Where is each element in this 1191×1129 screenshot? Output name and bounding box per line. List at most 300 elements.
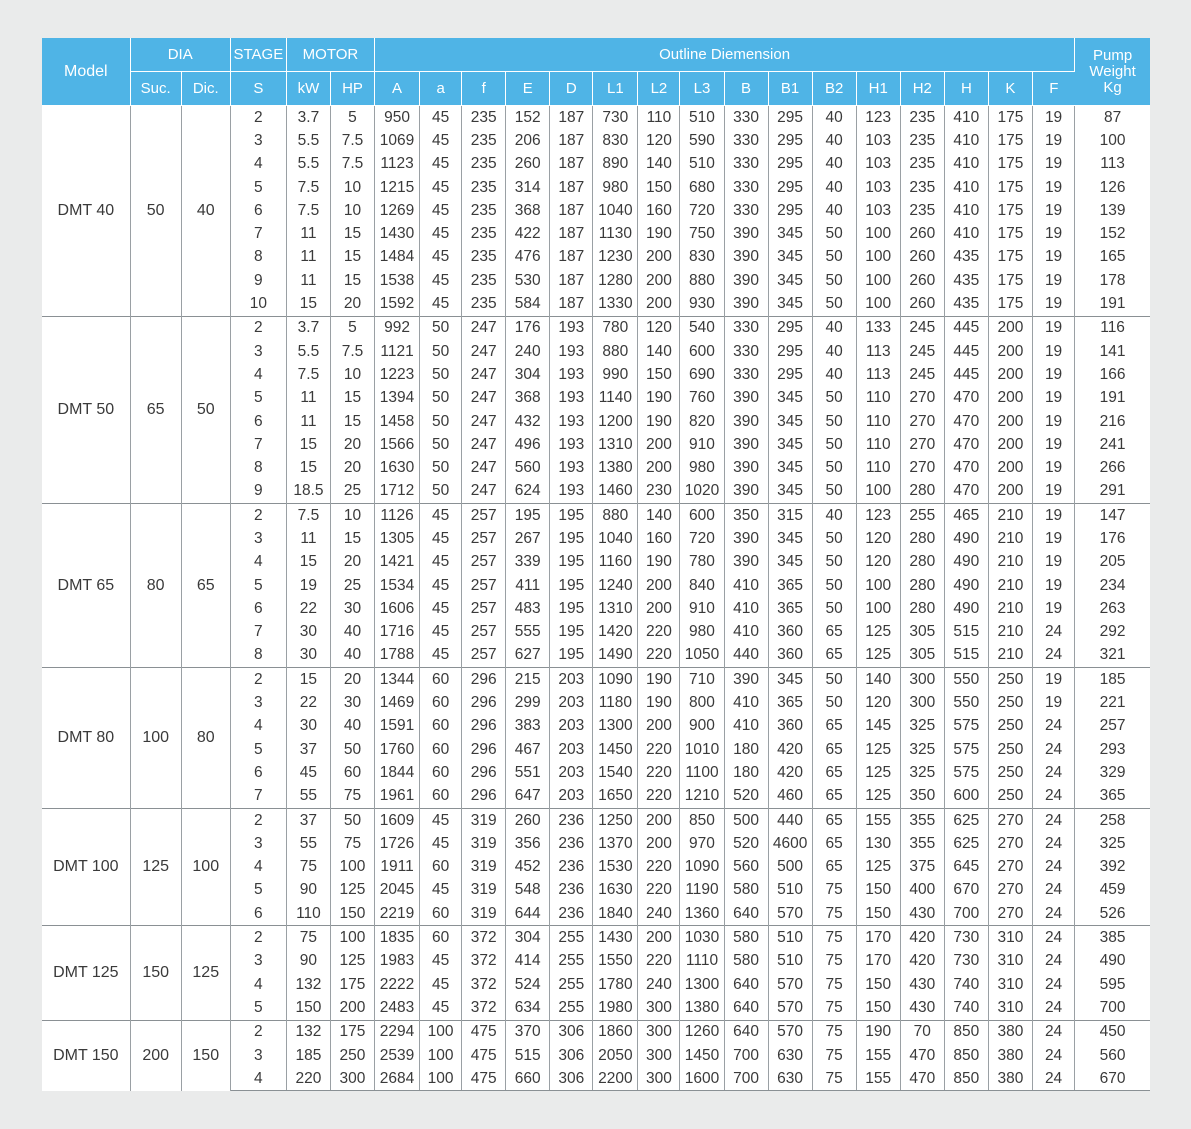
table-cell: 19 bbox=[1032, 316, 1074, 340]
table-cell: 45 bbox=[420, 621, 462, 644]
table-cell: 1310 bbox=[593, 433, 638, 456]
table-cell: 10 bbox=[330, 363, 374, 386]
table-cell: 1450 bbox=[593, 738, 638, 761]
table-cell: 55 bbox=[286, 832, 330, 855]
table-cell: 1980 bbox=[593, 996, 638, 1020]
table-cell: 65 bbox=[812, 644, 856, 668]
dim-header: B1 bbox=[768, 72, 812, 106]
table-cell: 270 bbox=[900, 433, 944, 456]
table-cell: 420 bbox=[768, 761, 812, 784]
table-cell: 435 bbox=[944, 269, 988, 292]
table-cell: 25 bbox=[330, 574, 374, 597]
table-cell: 1180 bbox=[593, 691, 638, 714]
table-cell: 296 bbox=[462, 715, 506, 738]
table-cell: 24 bbox=[1032, 832, 1074, 855]
table-cell: 1780 bbox=[593, 973, 638, 996]
table-cell: 50 bbox=[420, 410, 462, 433]
table-cell: 440 bbox=[768, 808, 812, 832]
table-cell: 720 bbox=[680, 199, 724, 222]
table-cell: 19 bbox=[1032, 340, 1074, 363]
table-cell: 2483 bbox=[375, 996, 420, 1020]
table-cell: 9 bbox=[230, 269, 286, 292]
table-cell: 4 bbox=[230, 856, 286, 879]
table-cell: 1330 bbox=[593, 292, 638, 316]
table-cell: 50 bbox=[812, 269, 856, 292]
table-cell: 345 bbox=[768, 433, 812, 456]
table-cell: 150 bbox=[286, 996, 330, 1020]
table-cell: 60 bbox=[420, 856, 462, 879]
table-cell: 60 bbox=[420, 668, 462, 692]
table-cell: 203 bbox=[550, 715, 593, 738]
table-cell: 475 bbox=[462, 1044, 506, 1067]
table-cell: 660 bbox=[506, 1067, 550, 1091]
table-cell: 400 bbox=[900, 879, 944, 902]
table-cell: 4 bbox=[230, 363, 286, 386]
table-cell: 7.5 bbox=[286, 199, 330, 222]
table-cell: 141 bbox=[1099, 342, 1126, 360]
table-cell: 1469 bbox=[375, 691, 420, 714]
model-cell: DMT 40 bbox=[42, 106, 130, 317]
table-cell: 235 bbox=[900, 176, 944, 199]
table-cell: 7 bbox=[230, 785, 286, 809]
table-cell: 19 bbox=[1032, 668, 1074, 692]
table-cell: 383 bbox=[506, 715, 550, 738]
table-cell: 45 bbox=[420, 574, 462, 597]
table-cell: 640 bbox=[724, 973, 768, 996]
table-cell: 450 bbox=[1075, 1020, 1150, 1044]
table-cell: 410 bbox=[944, 176, 988, 199]
table-cell: 195 bbox=[550, 551, 593, 574]
table-cell: 120 bbox=[856, 551, 900, 574]
table-cell: 50 bbox=[420, 456, 462, 479]
table-cell: 166 bbox=[1099, 365, 1126, 383]
table-cell: 1592 bbox=[375, 292, 420, 316]
table-cell: 360 bbox=[768, 644, 812, 668]
table-cell: 420 bbox=[768, 738, 812, 761]
table-cell: 380 bbox=[988, 1067, 1032, 1091]
table-cell: 125 bbox=[330, 879, 374, 902]
table-cell: 1069 bbox=[375, 129, 420, 152]
table-body bbox=[42, 106, 1150, 1091]
table-cell: 372 bbox=[462, 996, 506, 1020]
table-cell: 1310 bbox=[593, 597, 638, 620]
table-cell: 20 bbox=[330, 292, 374, 316]
table-cell: 1360 bbox=[680, 902, 724, 926]
table-cell: 432 bbox=[506, 410, 550, 433]
table-cell: 65 bbox=[812, 832, 856, 855]
table-cell: 15 bbox=[286, 292, 330, 316]
table-cell: 235 bbox=[462, 269, 506, 292]
table-cell: 345 bbox=[768, 387, 812, 410]
table-cell: 296 bbox=[462, 785, 506, 809]
table-cell: 1609 bbox=[375, 808, 420, 832]
motor-header: MOTOR bbox=[286, 38, 374, 72]
table-cell: 410 bbox=[724, 715, 768, 738]
table-cell: 150 bbox=[856, 973, 900, 996]
table-cell: 15 bbox=[330, 222, 374, 245]
table-cell: 50 bbox=[420, 316, 462, 340]
table-header bbox=[42, 38, 1150, 106]
table-cell: 203 bbox=[550, 761, 593, 784]
table-cell: 210 bbox=[988, 644, 1032, 668]
table-cell: 203 bbox=[550, 738, 593, 761]
table-cell: 75 bbox=[812, 926, 856, 950]
table-cell: 200 bbox=[330, 996, 374, 1020]
table-cell: 390 bbox=[724, 527, 768, 550]
table-cell: 470 bbox=[944, 456, 988, 479]
table-cell: 950 bbox=[375, 106, 420, 130]
table-cell: 24 bbox=[1032, 738, 1074, 761]
table-cell: 50 bbox=[812, 480, 856, 504]
table-cell: 880 bbox=[593, 504, 638, 528]
table-cell: 30 bbox=[286, 621, 330, 644]
table-cell: 2 bbox=[230, 316, 286, 340]
table-cell: 1600 bbox=[680, 1067, 724, 1091]
table-cell: 19 bbox=[1032, 691, 1074, 714]
table-cell: 10 bbox=[330, 504, 374, 528]
table-cell: 890 bbox=[593, 153, 638, 176]
table-cell: 1835 bbox=[375, 926, 420, 950]
table-cell: 19 bbox=[286, 574, 330, 597]
table-cell: 595 bbox=[1099, 975, 1126, 993]
table-cell: 70 bbox=[900, 1020, 944, 1044]
table-cell: 176 bbox=[1099, 529, 1126, 547]
table-cell: 452 bbox=[506, 856, 550, 879]
table-cell: 730 bbox=[593, 106, 638, 130]
table-cell: 200 bbox=[988, 410, 1032, 433]
table-cell: 250 bbox=[988, 691, 1032, 714]
table-cell: 195 bbox=[550, 504, 593, 528]
table-cell: 980 bbox=[680, 456, 724, 479]
table-cell: 330 bbox=[724, 153, 768, 176]
table-cell: 910 bbox=[680, 433, 724, 456]
table-cell: 1010 bbox=[680, 738, 724, 761]
table-cell: 319 bbox=[462, 808, 506, 832]
table-cell: 6 bbox=[230, 902, 286, 926]
table-cell: 647 bbox=[506, 785, 550, 809]
table-cell: 75 bbox=[812, 973, 856, 996]
table-cell: 630 bbox=[768, 1044, 812, 1067]
table-cell: 15 bbox=[286, 551, 330, 574]
table-cell: 1430 bbox=[593, 926, 638, 950]
table-cell: 483 bbox=[506, 597, 550, 620]
table-cell: 40 bbox=[812, 153, 856, 176]
table-cell: 570 bbox=[768, 996, 812, 1020]
table-cell: 1606 bbox=[375, 597, 420, 620]
table-cell: 195 bbox=[550, 574, 593, 597]
table-cell: 247 bbox=[462, 387, 506, 410]
table-cell: 240 bbox=[638, 902, 680, 926]
table-cell: 175 bbox=[330, 973, 374, 996]
table-cell: 634 bbox=[506, 996, 550, 1020]
table-cell: 191 bbox=[1099, 295, 1126, 313]
table-cell: 7.5 bbox=[286, 363, 330, 386]
table-cell: 203 bbox=[550, 668, 593, 692]
table-cell: 20 bbox=[330, 551, 374, 574]
table-cell: 410 bbox=[724, 597, 768, 620]
table-cell: 526 bbox=[1099, 904, 1126, 922]
table-cell: 45 bbox=[420, 973, 462, 996]
table-cell: 345 bbox=[768, 527, 812, 550]
table-cell: 325 bbox=[1099, 834, 1126, 852]
table-cell: 175 bbox=[988, 106, 1032, 130]
table-cell: 475 bbox=[462, 1020, 506, 1044]
table-cell: 270 bbox=[900, 410, 944, 433]
table-cell: 90 bbox=[286, 879, 330, 902]
table-cell: 1269 bbox=[375, 199, 420, 222]
table-cell: 176 bbox=[506, 316, 550, 340]
weight-header-line: Pump bbox=[1092, 46, 1133, 64]
table-cell: 257 bbox=[462, 644, 506, 668]
table-cell: 11 bbox=[286, 222, 330, 245]
table-cell: 40 bbox=[812, 129, 856, 152]
table-cell: 40 bbox=[812, 340, 856, 363]
table-cell: 710 bbox=[680, 668, 724, 692]
table-cell: 460 bbox=[768, 785, 812, 809]
dim-header: H2 bbox=[900, 72, 944, 106]
table-cell: 445 bbox=[944, 363, 988, 386]
model-cell: DMT 125 bbox=[42, 926, 130, 1020]
table-cell: 103 bbox=[856, 176, 900, 199]
table-cell: 19 bbox=[1032, 246, 1074, 269]
dic-cell: 40 bbox=[181, 106, 230, 317]
table-cell: 45 bbox=[420, 879, 462, 902]
table-cell: 490 bbox=[944, 597, 988, 620]
table-cell: 1484 bbox=[375, 246, 420, 269]
table-cell: 100 bbox=[856, 222, 900, 245]
table-cell: 700 bbox=[724, 1067, 768, 1091]
table-cell: 247 bbox=[462, 363, 506, 386]
suc-cell: 150 bbox=[130, 926, 181, 1020]
table-cell: 1540 bbox=[593, 761, 638, 784]
table-cell: 60 bbox=[420, 738, 462, 761]
table-cell: 325 bbox=[900, 738, 944, 761]
table-cell: 555 bbox=[506, 621, 550, 644]
table-cell: 319 bbox=[462, 902, 506, 926]
table-cell: 75 bbox=[812, 1044, 856, 1067]
table-cell: 720 bbox=[680, 527, 724, 550]
model-cell: DMT 150 bbox=[42, 1020, 130, 1091]
table-cell: 330 bbox=[724, 129, 768, 152]
table-cell: 103 bbox=[856, 199, 900, 222]
table-cell: 215 bbox=[506, 668, 550, 692]
table-cell: 150 bbox=[638, 176, 680, 199]
table-cell: 260 bbox=[506, 153, 550, 176]
table-cell: 414 bbox=[506, 950, 550, 973]
table-cell: 270 bbox=[988, 902, 1032, 926]
table-cell: 780 bbox=[680, 551, 724, 574]
table-cell: 120 bbox=[856, 691, 900, 714]
table-cell: 132 bbox=[286, 1020, 330, 1044]
table-cell: 50 bbox=[812, 597, 856, 620]
outline-header: Outline Diemension bbox=[375, 38, 1075, 72]
table-cell: 580 bbox=[724, 950, 768, 973]
table-cell: 220 bbox=[638, 761, 680, 784]
table-cell: 195 bbox=[550, 597, 593, 620]
table-cell: 40 bbox=[812, 176, 856, 199]
table-cell: 40 bbox=[330, 715, 374, 738]
table-cell: 510 bbox=[680, 153, 724, 176]
table-cell: 100 bbox=[420, 1020, 462, 1044]
table-cell: 8 bbox=[230, 644, 286, 668]
table-cell: 221 bbox=[1099, 694, 1126, 712]
table-cell: 250 bbox=[988, 761, 1032, 784]
table-cell: 235 bbox=[462, 222, 506, 245]
table-cell: 45 bbox=[420, 246, 462, 269]
table-cell: 247 bbox=[462, 480, 506, 504]
table-cell: 200 bbox=[638, 597, 680, 620]
table-cell: 2539 bbox=[375, 1044, 420, 1067]
table-cell: 235 bbox=[462, 199, 506, 222]
table-cell: 2219 bbox=[375, 902, 420, 926]
table-cell: 380 bbox=[988, 1044, 1032, 1067]
table-cell: 350 bbox=[900, 785, 944, 809]
table-cell: 187 bbox=[550, 176, 593, 199]
table-cell: 530 bbox=[506, 269, 550, 292]
table-cell: 200 bbox=[638, 832, 680, 855]
table-cell: 190 bbox=[856, 1020, 900, 1044]
table-cell: 195 bbox=[550, 621, 593, 644]
table-cell: 420 bbox=[900, 926, 944, 950]
table-cell: 1534 bbox=[375, 574, 420, 597]
table-cell: 356 bbox=[506, 832, 550, 855]
table-cell: 75 bbox=[812, 879, 856, 902]
table-cell: 390 bbox=[724, 222, 768, 245]
table-cell: 1961 bbox=[375, 785, 420, 809]
table-cell: 195 bbox=[550, 644, 593, 668]
table-cell: 1250 bbox=[593, 808, 638, 832]
table-cell: 37 bbox=[286, 808, 330, 832]
table-cell: 625 bbox=[944, 832, 988, 855]
table-cell: 200 bbox=[988, 433, 1032, 456]
table-cell: 150 bbox=[856, 879, 900, 902]
table-cell: 170 bbox=[856, 926, 900, 950]
table-cell: 193 bbox=[550, 410, 593, 433]
table-cell: 45 bbox=[420, 129, 462, 152]
table-cell: 190 bbox=[638, 551, 680, 574]
table-cell: 45 bbox=[420, 996, 462, 1020]
table-cell: 240 bbox=[638, 973, 680, 996]
table-cell: 113 bbox=[856, 363, 900, 386]
table-cell: 200 bbox=[638, 246, 680, 269]
table-cell: 30 bbox=[286, 715, 330, 738]
table-cell: 140 bbox=[638, 340, 680, 363]
table-cell: 6 bbox=[230, 410, 286, 433]
table-cell: 296 bbox=[462, 761, 506, 784]
table-cell: 24 bbox=[1032, 644, 1074, 668]
table-cell: 365 bbox=[768, 691, 812, 714]
table-cell: 330 bbox=[724, 199, 768, 222]
table-cell: 65 bbox=[812, 785, 856, 809]
table-cell: 1490 bbox=[593, 644, 638, 668]
table-cell: 150 bbox=[856, 902, 900, 926]
table-cell: 235 bbox=[900, 153, 944, 176]
table-cell: 50 bbox=[420, 387, 462, 410]
table-cell: 200 bbox=[638, 269, 680, 292]
table-cell: 1090 bbox=[680, 856, 724, 879]
table-cell: 1040 bbox=[593, 527, 638, 550]
table-cell: 300 bbox=[900, 668, 944, 692]
table-cell: 40 bbox=[330, 621, 374, 644]
table-cell: 345 bbox=[768, 480, 812, 504]
table-cell: 880 bbox=[593, 340, 638, 363]
table-cell: 295 bbox=[768, 176, 812, 199]
table-cell: 257 bbox=[462, 504, 506, 528]
table-cell: 65 bbox=[812, 738, 856, 761]
table-cell: 305 bbox=[900, 621, 944, 644]
table-cell: 700 bbox=[944, 902, 988, 926]
table-cell: 1123 bbox=[375, 153, 420, 176]
table-cell: 257 bbox=[462, 527, 506, 550]
table-cell: 230 bbox=[638, 480, 680, 504]
table-cell: 45 bbox=[420, 176, 462, 199]
table-cell: 200 bbox=[638, 808, 680, 832]
table-cell: 1215 bbox=[375, 176, 420, 199]
table-cell: 236 bbox=[550, 856, 593, 879]
table-cell: 390 bbox=[724, 551, 768, 574]
table-cell: 75 bbox=[286, 926, 330, 950]
table-cell: 139 bbox=[1099, 201, 1126, 219]
table-cell: 500 bbox=[724, 808, 768, 832]
table-cell: 220 bbox=[638, 879, 680, 902]
table-cell: 20 bbox=[330, 456, 374, 479]
table-cell: 422 bbox=[506, 222, 550, 245]
table-cell: 30 bbox=[330, 691, 374, 714]
table-cell: 19 bbox=[1032, 106, 1074, 130]
table-cell: 220 bbox=[286, 1067, 330, 1091]
table-cell: 257 bbox=[462, 597, 506, 620]
table-cell: 360 bbox=[768, 715, 812, 738]
table-cell: 45 bbox=[420, 222, 462, 245]
table-cell: 5 bbox=[230, 176, 286, 199]
dim-header: L1 bbox=[593, 72, 638, 106]
table-cell: 445 bbox=[944, 316, 988, 340]
table-cell: 50 bbox=[330, 808, 374, 832]
table-cell: 19 bbox=[1032, 129, 1074, 152]
table-cell: 175 bbox=[988, 199, 1032, 222]
table-cell: 50 bbox=[812, 433, 856, 456]
table-cell: 250 bbox=[988, 785, 1032, 809]
table-cell: 200 bbox=[988, 387, 1032, 410]
table-cell: 1050 bbox=[680, 644, 724, 668]
table-cell: 4 bbox=[230, 1067, 286, 1091]
table-cell: 90 bbox=[286, 950, 330, 973]
table-cell: 3 bbox=[230, 1044, 286, 1067]
table-cell: 15 bbox=[330, 246, 374, 269]
table-cell: 45 bbox=[420, 808, 462, 832]
table-cell: 330 bbox=[724, 176, 768, 199]
table-cell: 295 bbox=[768, 199, 812, 222]
table-cell: 330 bbox=[724, 363, 768, 386]
table-cell: 236 bbox=[550, 832, 593, 855]
suc-cell: 65 bbox=[130, 316, 181, 503]
table-cell: 19 bbox=[1032, 574, 1074, 597]
table-row bbox=[42, 808, 1150, 832]
table-cell: 310 bbox=[988, 973, 1032, 996]
table-cell: 390 bbox=[724, 480, 768, 504]
table-cell: 345 bbox=[768, 456, 812, 479]
table-cell: 250 bbox=[988, 715, 1032, 738]
dia-header: DIA bbox=[130, 38, 230, 72]
table-cell: 255 bbox=[900, 504, 944, 528]
table-cell: 410 bbox=[944, 199, 988, 222]
table-cell: 390 bbox=[724, 269, 768, 292]
table-cell: 200 bbox=[638, 433, 680, 456]
table-cell: 235 bbox=[462, 106, 506, 130]
table-cell: 11 bbox=[286, 387, 330, 410]
table-cell: 345 bbox=[768, 551, 812, 574]
table-cell: 45 bbox=[420, 504, 462, 528]
